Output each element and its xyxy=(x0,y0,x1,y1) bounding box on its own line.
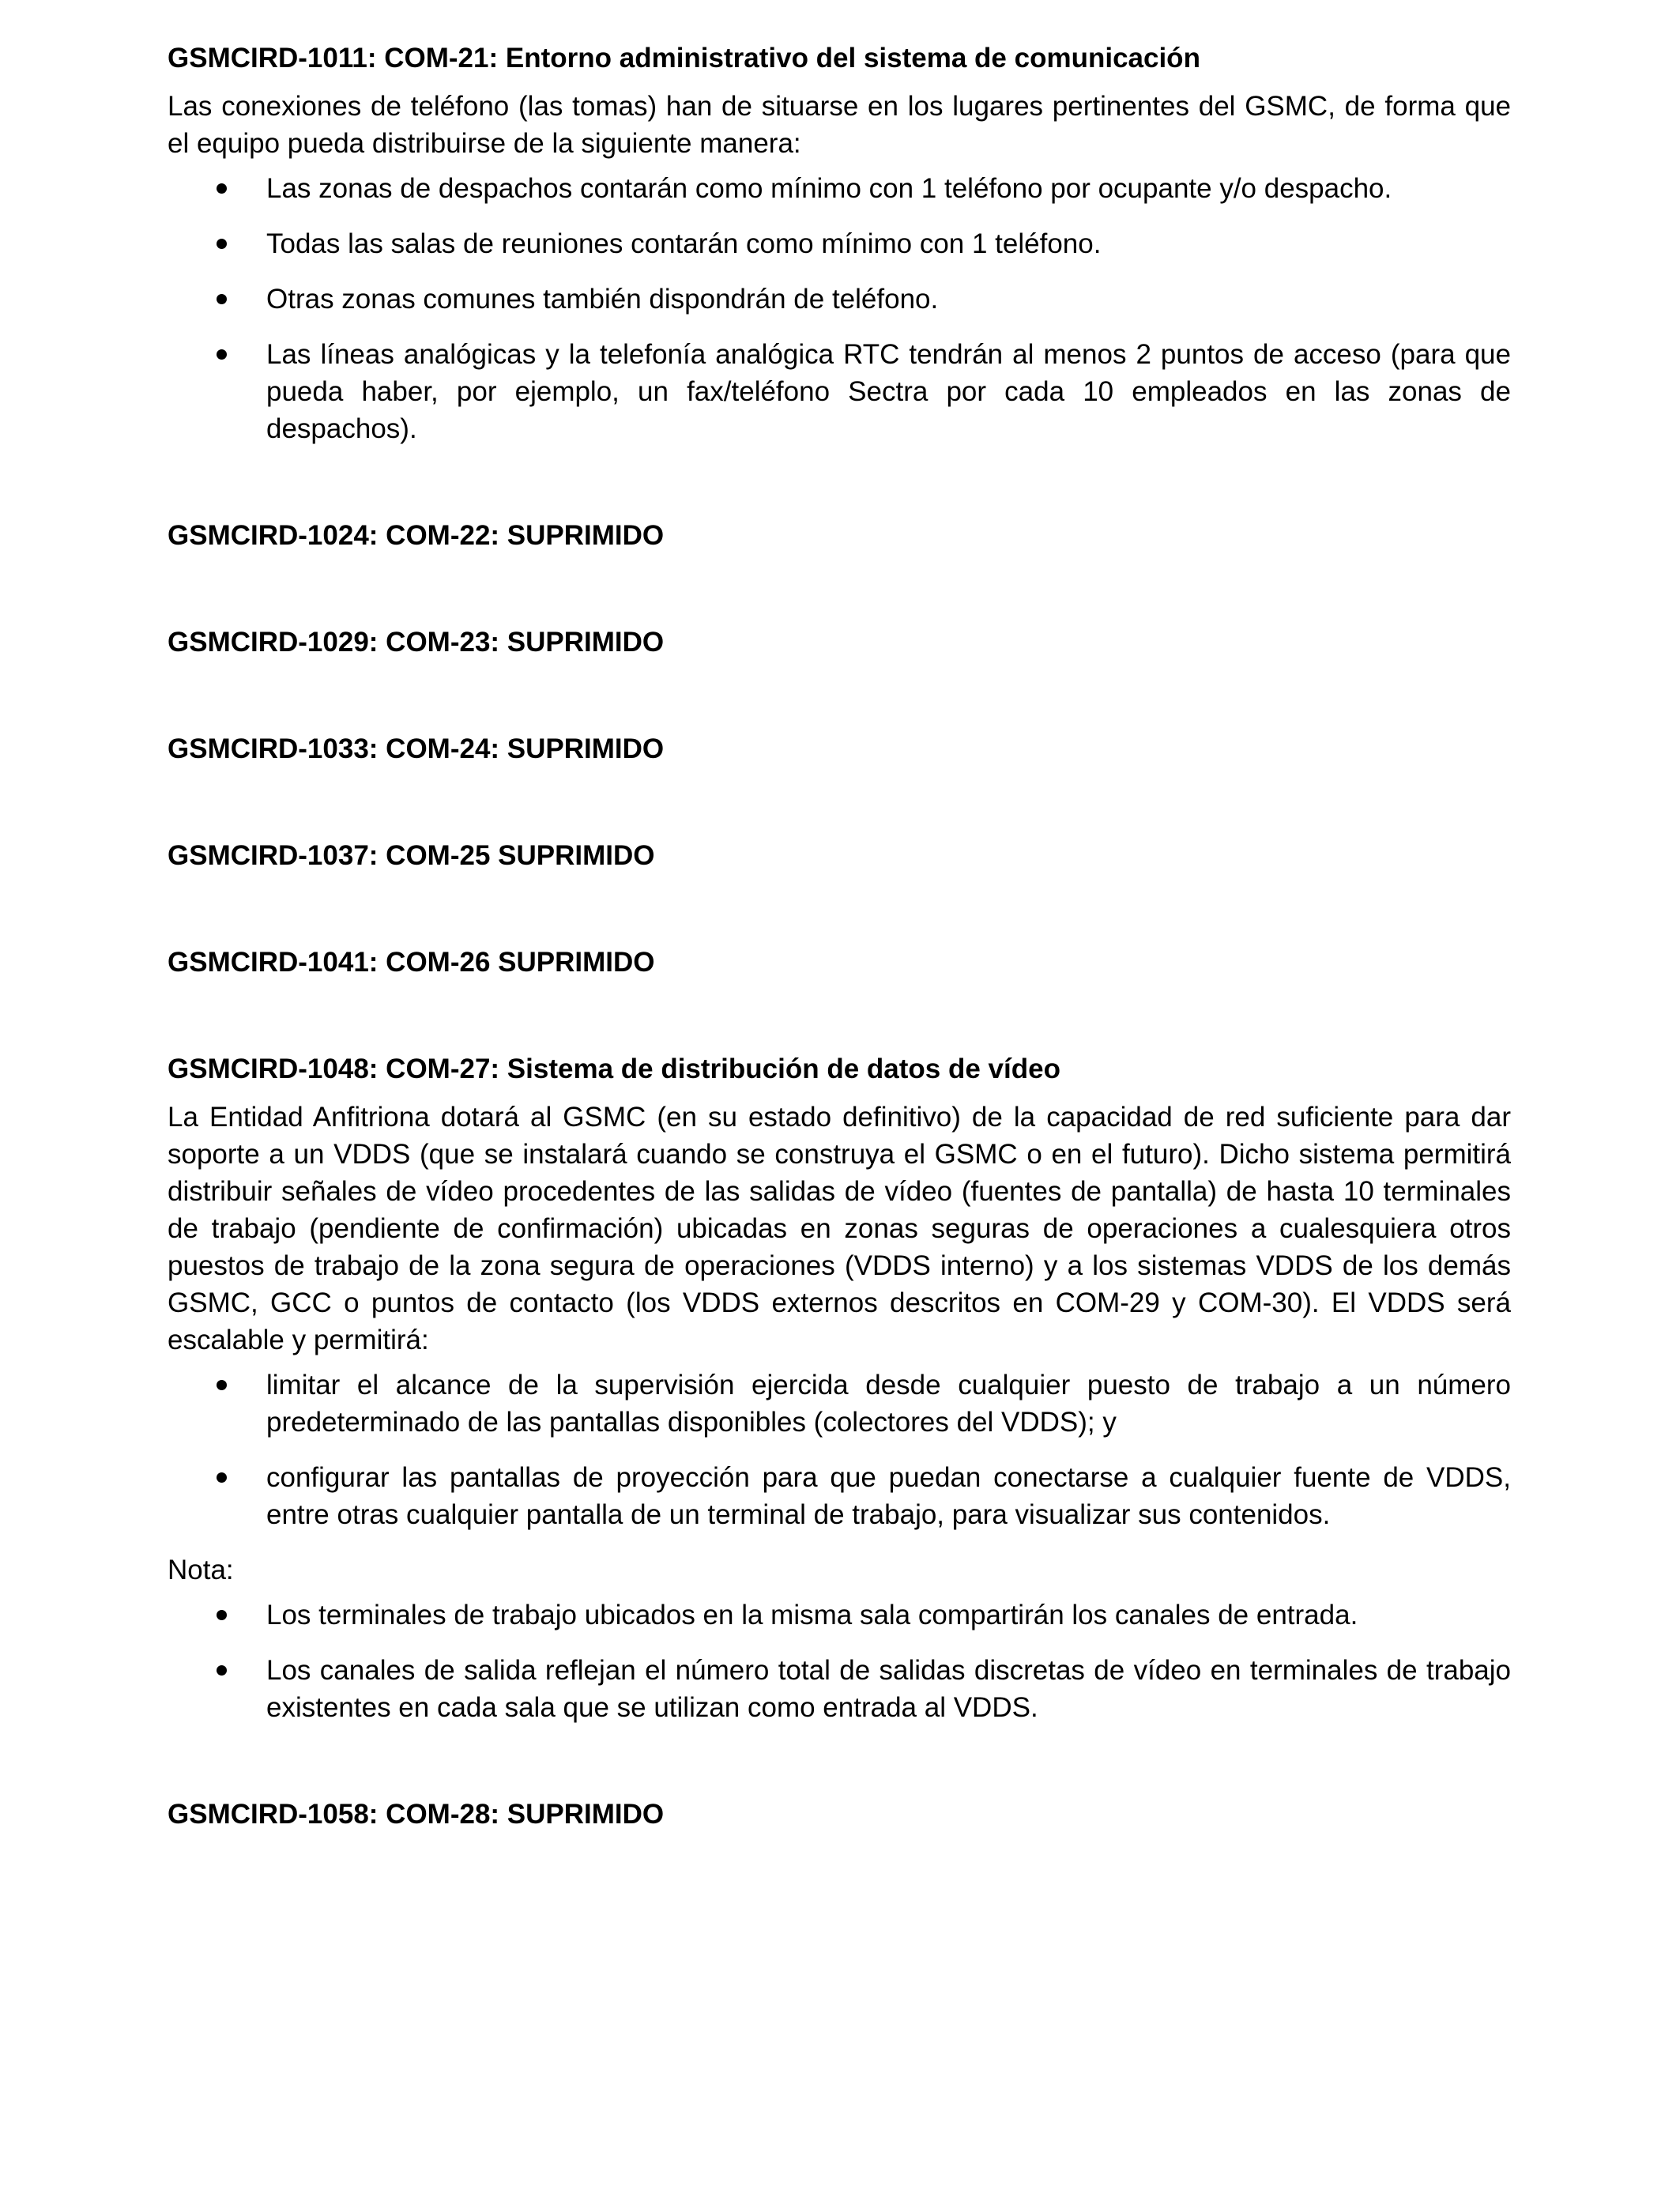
section-heading-com-24: GSMCIRD-1033: COM-24: SUPRIMIDO xyxy=(168,733,665,764)
section-heading-com-27: GSMCIRD-1048: COM-27: Sistema de distribución de datos de vídeo xyxy=(168,1054,1060,1084)
list-item-text: Los terminales de trabajo ubicados en la misma sala compartirán los canales de entrada. xyxy=(266,1600,1358,1630)
bullet-icon xyxy=(217,1472,227,1483)
list-item-text: limitar el alcance de la supervisión ejercida desde cualquier puesto de trabajo a un número predeterminado de las pantallas disponibles (colectores del VDDS); y xyxy=(266,1370,1511,1438)
list-item-text: configurar las pantallas de proyección para que puedan conectarse a cualquier fuente de VDDS, entre otras cualquier pantalla de un terminal de trabajo, para visualizar sus contenidos. xyxy=(266,1462,1511,1530)
section-heading-com-22: GSMCIRD-1024: COM-22: SUPRIMIDO xyxy=(168,520,665,551)
bullet-icon xyxy=(217,1610,227,1620)
bullet-icon xyxy=(217,239,227,249)
list-item xyxy=(168,336,1511,447)
section-heading-com-25: GSMCIRD-1037: COM-25 SUPRIMIDO xyxy=(168,840,655,871)
bullet-icon xyxy=(217,294,227,304)
list-item xyxy=(168,170,1511,207)
bullet-list-com-27 xyxy=(168,1367,1511,1533)
list-item-text: Las líneas analógicas y la telefonía analógica RTC tendrán al menos 2 puntos de acceso (para que pueda haber, por ejemplo, un fax/teléfono Sectra por cada 10 empleados en las zonas de despachos). xyxy=(266,339,1511,444)
list-item-text: Todas las salas de reuniones contarán como mínimo con 1 teléfono. xyxy=(266,228,1102,259)
list-item xyxy=(168,1367,1511,1441)
bullet-icon xyxy=(217,1380,227,1390)
list-item xyxy=(168,281,1511,318)
section-intro-com-27: La Entidad Anfitriona dotará al GSMC (en su estado definitivo) de la capacidad de red suficiente para dar soporte a un VDDS (que se instalará cuando se construya el GSMC o en el futuro). Dicho sistema permitirá distribuir señales de vídeo procedentes de las salidas de vídeo (fuentes de pantalla) de hasta 10 terminales de trabajo (pendiente de confirmación) ubicadas en zonas seguras de operaciones a cualesquiera otros puestos de trabajo de la zona segura de operaciones (VDDS interno) y a los sistemas VDDS de los demás GSMC, GCC o puntos de contacto (los VDDS externos descritos en COM-29 y COM-30). El VDDS será escalable y permitirá: xyxy=(168,1102,1511,1355)
bullet-list-com-21 xyxy=(168,170,1511,447)
list-item xyxy=(168,1459,1511,1533)
section-heading-com-28: GSMCIRD-1058: COM-28: SUPRIMIDO xyxy=(168,1799,665,1830)
list-item-text: Las zonas de despachos contarán como mínimo con 1 teléfono por ocupante y/o despacho. xyxy=(266,173,1392,204)
bullet-icon xyxy=(217,183,227,194)
section-intro-com-21: Las conexiones de teléfono (las tomas) han de situarse en los lugares pertinentes del GSMC, de forma que el equipo pueda distribuirse de la siguiente manera: xyxy=(168,91,1511,159)
section-heading-com-23: GSMCIRD-1029: COM-23: SUPRIMIDO xyxy=(168,627,665,658)
list-item-text: Los canales de salida reflejan el número total de salidas discretas de vídeo en terminales de trabajo existentes en cada sala que se utilizan como entrada al VDDS. xyxy=(266,1655,1511,1723)
document-page xyxy=(168,40,1511,1833)
section-heading-com-26: GSMCIRD-1041: COM-26 SUPRIMIDO xyxy=(168,947,655,978)
note-label: Nota: xyxy=(168,1555,234,1585)
note-bullet-list xyxy=(168,1596,1511,1726)
list-item xyxy=(168,1596,1511,1634)
bullet-icon xyxy=(217,349,227,360)
list-item-text: Otras zonas comunes también dispondrán de teléfono. xyxy=(266,284,939,315)
list-item xyxy=(168,225,1511,262)
bullet-icon xyxy=(217,1665,227,1676)
list-item xyxy=(168,1652,1511,1726)
section-heading-com-21: GSMCIRD-1011: COM-21: Entorno administrativo del sistema de comunicación xyxy=(168,43,1200,74)
